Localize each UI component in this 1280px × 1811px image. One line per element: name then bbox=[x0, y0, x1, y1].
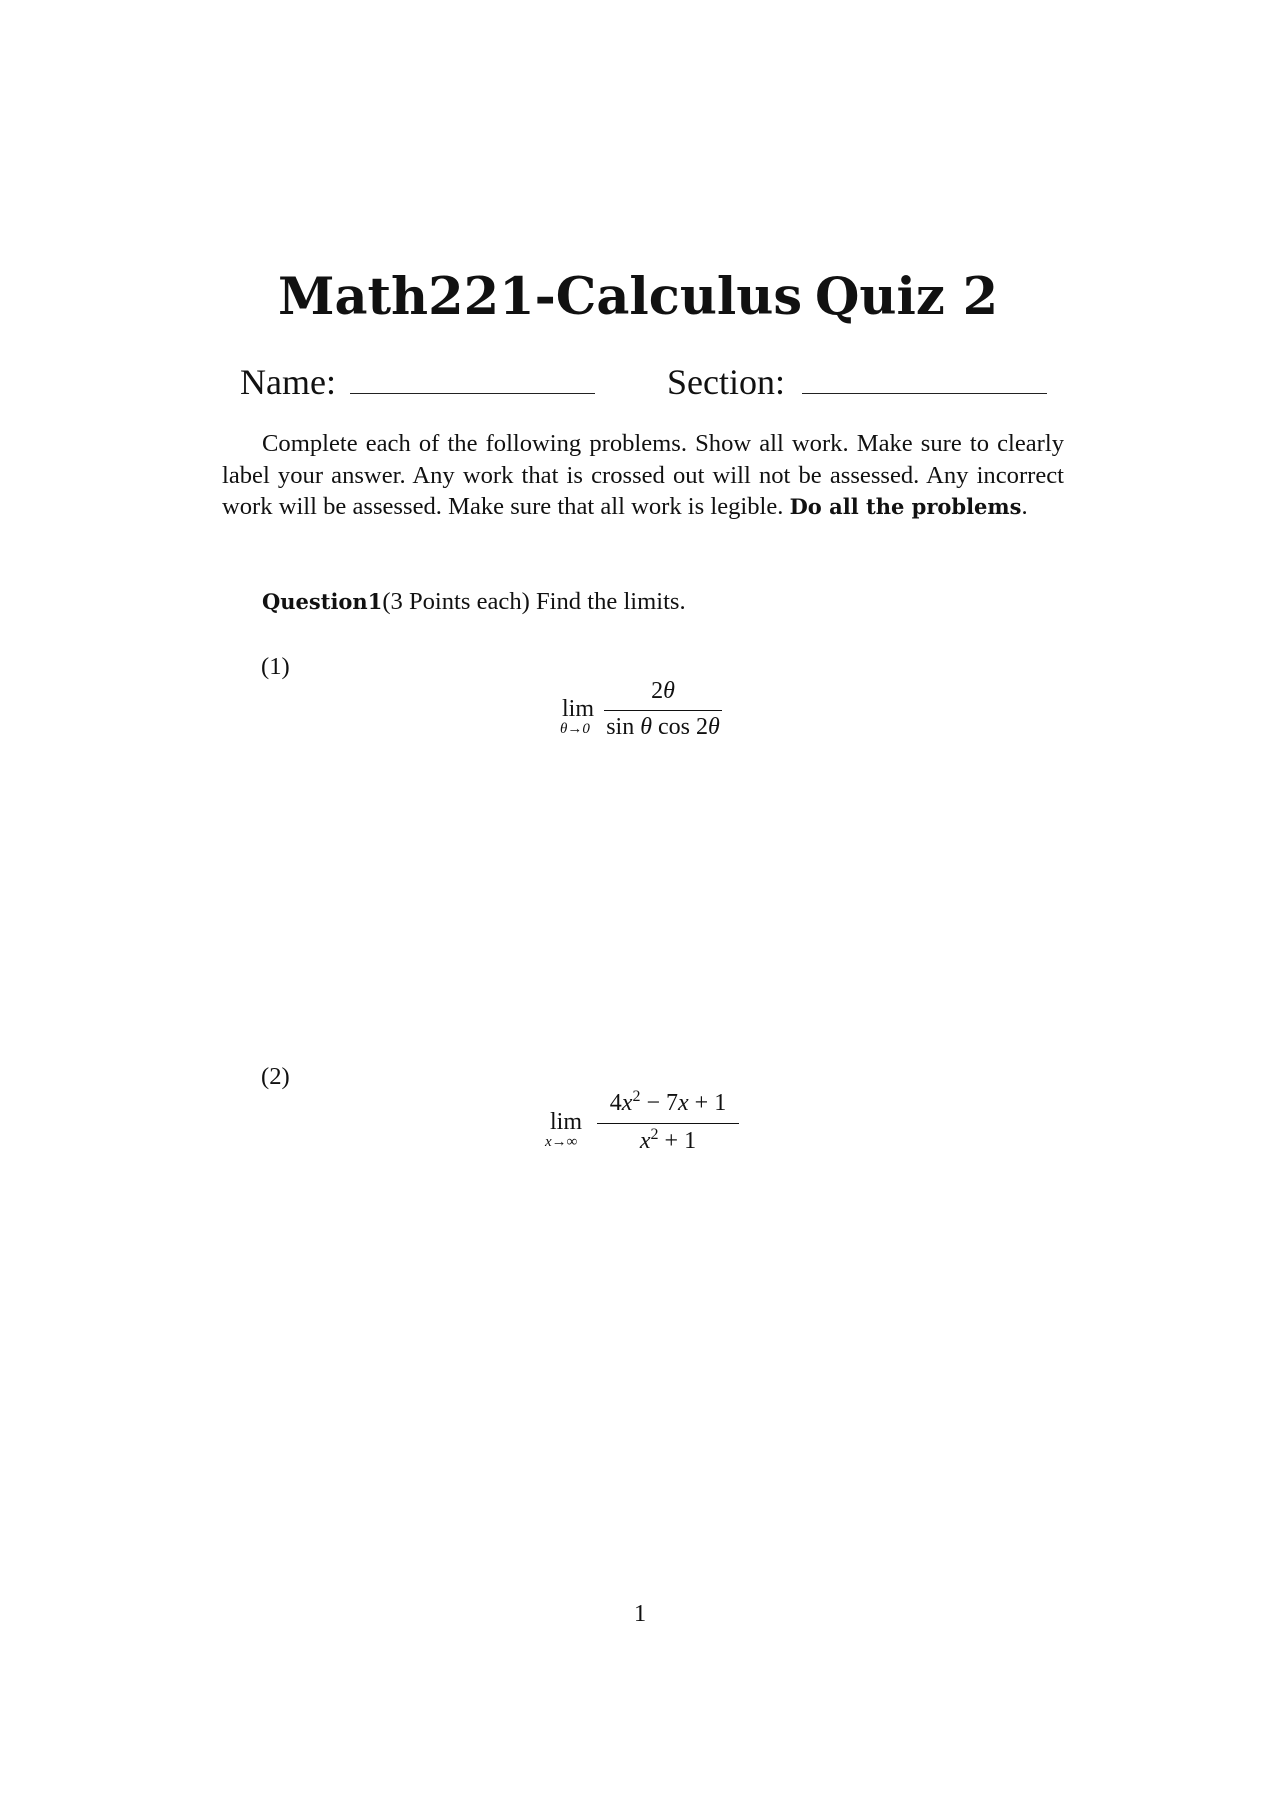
question-label: Question1 bbox=[262, 589, 383, 614]
problem-2-numerator: $4x^2 - 7x + 1$ bbox=[609, 1088, 727, 1116]
problem-2-lim: lim bbox=[550, 1109, 583, 1135]
section-label: Section: bbox=[667, 362, 785, 402]
instructions-end: . bbox=[1021, 493, 1028, 520]
problem-2-label: (2) bbox=[261, 1063, 290, 1090]
instructions-paragraph bbox=[222, 428, 1064, 523]
problem-2-subscript: x→∞ bbox=[545, 1134, 578, 1150]
problem-1-label: (1) bbox=[261, 653, 290, 680]
problem-1-lim: lim bbox=[562, 696, 595, 722]
name-field-line[interactable] bbox=[350, 393, 595, 394]
problem-1-subscript: θ→0 bbox=[560, 721, 590, 737]
quiz-number-title: Quiz 2 bbox=[815, 267, 999, 327]
instructions-emphasis: Do all the problems bbox=[789, 494, 1022, 519]
question-prompt: Find the limits. bbox=[536, 588, 686, 615]
section-field-line[interactable] bbox=[802, 393, 1047, 394]
problem-1-fraction-bar bbox=[604, 710, 722, 711]
quiz-title bbox=[0, 262, 1280, 332]
problem-2-fraction-bar bbox=[597, 1123, 739, 1124]
page-number: 1 bbox=[633, 1600, 647, 1627]
problem-2-denominator: $x^2 + 1$ bbox=[639, 1126, 697, 1154]
question-heading bbox=[262, 586, 686, 618]
instructions-text: Complete each of the following problems. Show all work. Make sure to clearly label your answer. Any work that is crossed out will not be assessed. Any incorrect work will be assessed. Make sure that all work is legible. bbox=[222, 430, 1064, 520]
question-points: (3 Points each) bbox=[382, 588, 530, 615]
problem-1-denominator: sin θ cos 2θ bbox=[606, 714, 720, 740]
problem-1-numerator: 2θ bbox=[651, 678, 675, 704]
course-title: Math221-Calculus bbox=[278, 267, 803, 327]
name-label: Name: bbox=[240, 362, 336, 402]
